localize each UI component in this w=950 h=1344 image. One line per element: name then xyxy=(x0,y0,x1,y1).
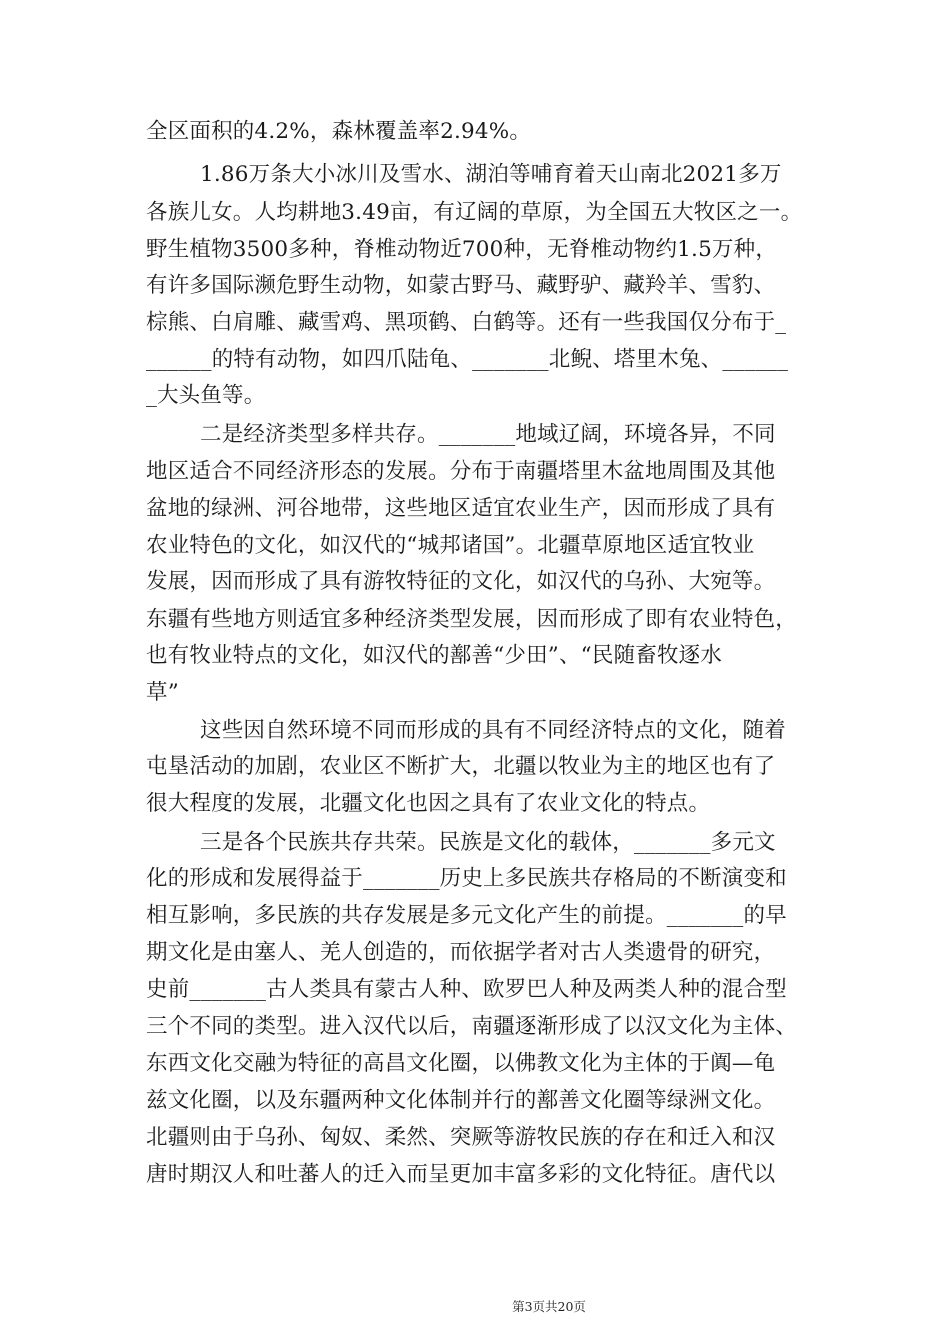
paragraph-start-line: 二是经济类型多样共存。_______地域辽阔，环境各异，不同 xyxy=(200,422,776,447)
text-line: 有许多国际濒危野生动物，如蒙古野马、藏野驴、藏羚羊、雪豹、 xyxy=(146,273,776,298)
text-line: 期文化是由塞人、羌人创造的，而依据学者对古人类遗骨的研究， xyxy=(146,940,776,965)
text-line: 野生植物3500多种，脊椎动物近700种，无脊椎动物约1.5万种， xyxy=(146,237,778,262)
text-line: 草” xyxy=(146,680,179,705)
page-number-footer xyxy=(0,1299,950,1315)
text-line: ______的特有动物，如四爪陆龟、_______北鲵、塔里木兔、______ xyxy=(146,347,789,372)
paragraph-start-line: 三是各个民族共存共荣。民族是文化的载体，_______多元文 xyxy=(200,830,776,855)
text-line: 棕熊、白肩雕、藏雪鸡、黑项鹤、白鹤等。还有一些我国仅分布于_ xyxy=(146,310,787,335)
text-line: 相互影响，多民族的共存发展是多元文化产生的前提。_______的早 xyxy=(146,903,787,928)
text-line: 很大程度的发展，北疆文化也因之具有了农业文化的特点。 xyxy=(146,791,711,816)
text-line: 北疆则由于乌孙、匈奴、柔然、突厥等游牧民族的存在和迁入和汉 xyxy=(146,1125,776,1150)
text-line: 唐时期汉人和吐蕃人的迁入而呈更加丰富多彩的文化特征。唐代以 xyxy=(146,1162,776,1187)
text-line: 农业特色的文化，如汉代的“城邦诸国”。北疆草原地区适宜牧业 xyxy=(146,533,755,558)
paragraph-start-line: 这些因自然环境不同而形成的具有不同经济特点的文化，随着 xyxy=(200,718,786,743)
paragraph-start-line: 1.86万条大小冰川及雪水、湖泊等哺育着天山南北2021多万 xyxy=(200,162,782,187)
text-line: 也有牧业特点的文化，如汉代的鄯善“少田”、“民随畜牧逐水 xyxy=(146,643,723,668)
text-line: 兹文化圈，以及东疆两种文化体制并行的鄯善文化圈等绿洲文化。 xyxy=(146,1088,776,1113)
text-line: 东疆有些地方则适宜多种经济类型发展，因而形成了即有农业特色， xyxy=(146,607,798,632)
text-line: 东西文化交融为特征的高昌文化圈，以佛教文化为主体的于阗—龟 xyxy=(146,1051,776,1076)
text-line: 史前_______古人类具有蒙古人种、欧罗巴人种及两类人种的混合型 xyxy=(146,977,787,1002)
text-line: 全区面积的4.2%，森林覆盖率2.94%。 xyxy=(146,119,532,144)
text-line: 各族儿女。人均耕地3.49亩，有辽阔的草原，为全国五大牧区之一。 xyxy=(146,200,803,225)
page-number: 第3页共20页 xyxy=(512,1299,586,1314)
text-line: 发展，因而形成了具有游牧特征的文化，如汉代的乌孙、大宛等。 xyxy=(146,569,776,594)
text-line: 三个不同的类型。进入汉代以后，南疆逐渐形成了以汉文化为主体、 xyxy=(146,1014,798,1039)
text-line: 盆地的绿洲、河谷地带，这些地区适宜农业生产，因而形成了具有 xyxy=(146,496,776,521)
text-line: 地区适合不同经济形态的发展。分布于南疆塔里木盆地周围及其他 xyxy=(146,459,776,484)
text-line: _大头鱼等。 xyxy=(146,383,266,408)
text-line: 屯垦活动的加剧，农业区不断扩大，北疆以牧业为主的地区也有了 xyxy=(146,754,776,779)
text-line: 化的形成和发展得益于_______历史上多民族共存格局的不断演变和 xyxy=(146,866,787,891)
